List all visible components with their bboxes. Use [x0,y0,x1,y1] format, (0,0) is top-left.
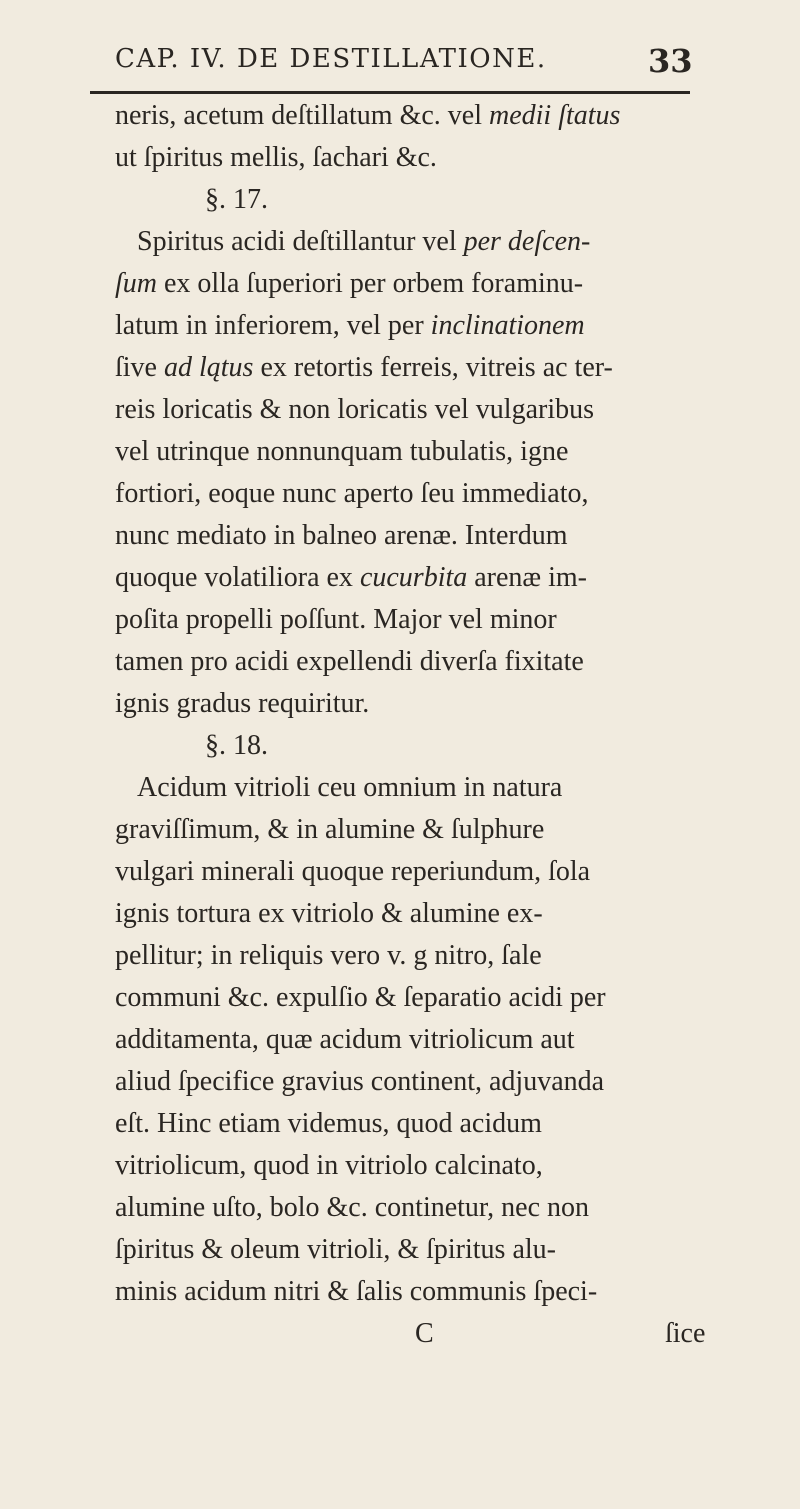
section-heading: §. 17. [205,184,268,215]
text-line: fortiori, eoque nunc aperto ſeu immediato, [115,478,589,509]
text-line: vitriolicum, quod in vitriolo calcinato, [115,1150,543,1181]
text-line: neris, acetum deſtillatum &c. vel medii ſtatus [115,100,621,131]
text-line: alumine uſto, bolo &c. continetur, nec non [115,1192,589,1223]
text-line: additamenta, quæ acidum vitriolicum aut [115,1024,575,1055]
text-line: vulgari minerali quoque reperiundum, ſola [115,856,591,887]
text-line: Acidum vitrioli ceu omnium in natura [137,772,563,803]
page-number: 33 [648,42,693,80]
text-line: ſpiritus & oleum vitrioli, & ſpiritus alu- [115,1234,556,1265]
text-line: ſive ad lątus ex retortis ferreis, vitreis ac ter- [115,352,613,383]
catchword: ſice [665,1318,706,1349]
text-line: poſita propelli poſſunt. Major vel minor [115,604,557,635]
section-heading: §. 18. [205,730,268,761]
signature-mark: C [415,1318,434,1349]
body-text [115,95,715,1355]
text-line: minis acidum nitri & ſalis communis ſpeci- [115,1276,598,1307]
text-line: vel utrinque nonnunquam tubulatis, igne [115,436,569,467]
running-head: CAP. IV. DE DESTILLATIONE. [115,44,547,74]
text-line: nunc mediato in balneo arenæ. Interdum [115,520,568,551]
text-line: ut ſpiritus mellis, ſachari &c. [115,142,437,173]
text-line: eſt. Hinc etiam videmus, quod acidum [115,1108,542,1139]
text-line: ignis gradus requiritur. [115,688,370,719]
text-line: quoque volatiliora ex cucurbita arenæ im- [115,562,587,593]
page-header [0,30,800,88]
text-line: Spiritus acidi deſtillantur vel per deſcen- [137,226,591,257]
header-rule [90,91,690,94]
footer-line [115,1313,715,1355]
text-line: aliud ſpecifice gravius continent, adjuvanda [115,1066,605,1097]
text-line: ſum ex olla ſuperiori per orbem foraminu- [115,268,584,299]
text-line: communi &c. expulſio & ſeparatio acidi per [115,982,606,1013]
text-line: latum in inferiorem, vel per inclinationem [115,310,585,341]
text-line: reis loricatis & non loricatis vel vulgaribus [115,394,595,425]
text-line: graviſſimum, & in alumine & ſulphure [115,814,545,845]
text-line: ignis tortura ex vitriolo & alumine ex- [115,898,543,929]
text-line: pellitur; in reliquis vero v. g nitro, ſale [115,940,542,971]
text-line: tamen pro acidi expellendi diverſa fixitate [115,646,584,677]
